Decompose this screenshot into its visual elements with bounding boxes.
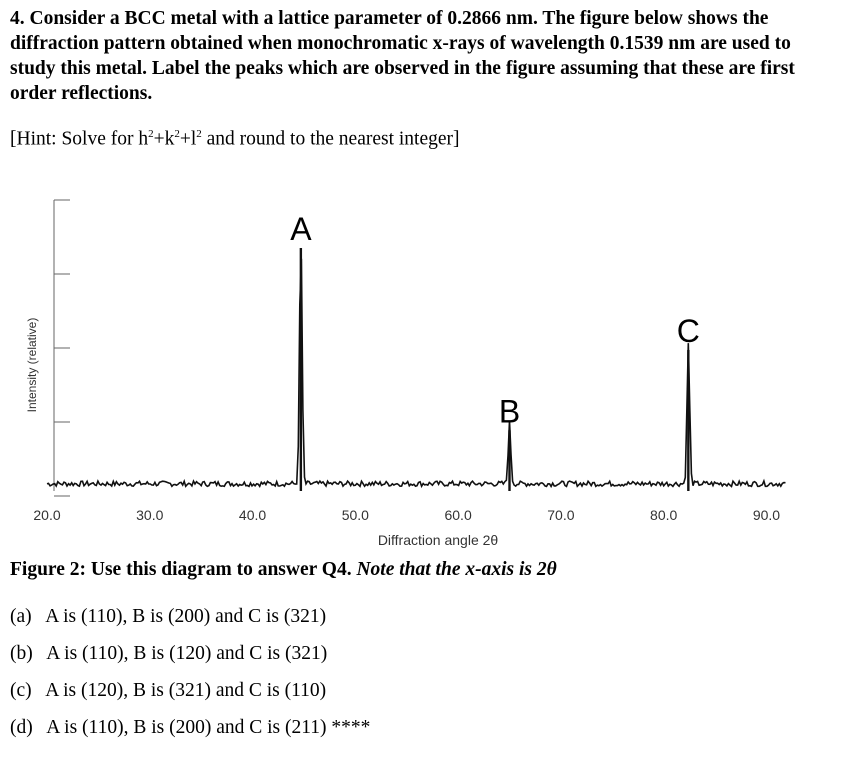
- question-text: 4. Consider a BCC metal with a lattice parameter of 0.2866 nm. The figure below shows the diffraction pattern obtained when monochromatic x-rays of wavelength 0.1539 nm are used to study this metal. Label the peaks which are observed in the figure assuming that these are first order reflections.: [10, 8, 795, 104]
- diffraction-chart: [0, 185, 856, 555]
- x-tick-label: 40.0: [238, 507, 267, 523]
- figure-caption: Figure 2: Use this diagram to answer Q4. Note that the x-axis is 2θ: [10, 559, 557, 580]
- option-c[interactable]: (c) A is (120), B is (321) and C is (110): [10, 680, 327, 701]
- peak-label-c: C: [676, 313, 700, 350]
- x-tick-label: 80.0: [650, 507, 678, 523]
- x-tick-label: 70.0: [547, 507, 575, 523]
- y-axis-label: Intensity (relative): [25, 317, 39, 413]
- x-tick-label: 50.0: [341, 507, 369, 523]
- x-tick-label: 60.0: [444, 507, 472, 523]
- peak-label-a: A: [290, 211, 312, 247]
- diffraction-trace: [47, 259, 786, 487]
- x-tick-label: 30.0: [136, 507, 164, 523]
- option-d[interactable]: (d) A is (110), B is (200) and C is (211) ****: [10, 717, 371, 738]
- x-tick-label: 90.0: [752, 507, 781, 523]
- x-tick-label: 20.0: [33, 507, 61, 523]
- peak-label-b: B: [498, 393, 521, 430]
- x-axis-label: Diffraction angle 2θ: [377, 532, 499, 548]
- option-b[interactable]: (b) A is (110), B is (120) and C is (321): [10, 643, 328, 664]
- hint-text: [Hint: Solve for $h^2+k^2+l^2$ and round to the nearest integer]: [10, 128, 460, 150]
- answer-options: [10, 606, 370, 754]
- option-a[interactable]: (a) A is (110), B is (200) and C is (321): [10, 606, 327, 627]
